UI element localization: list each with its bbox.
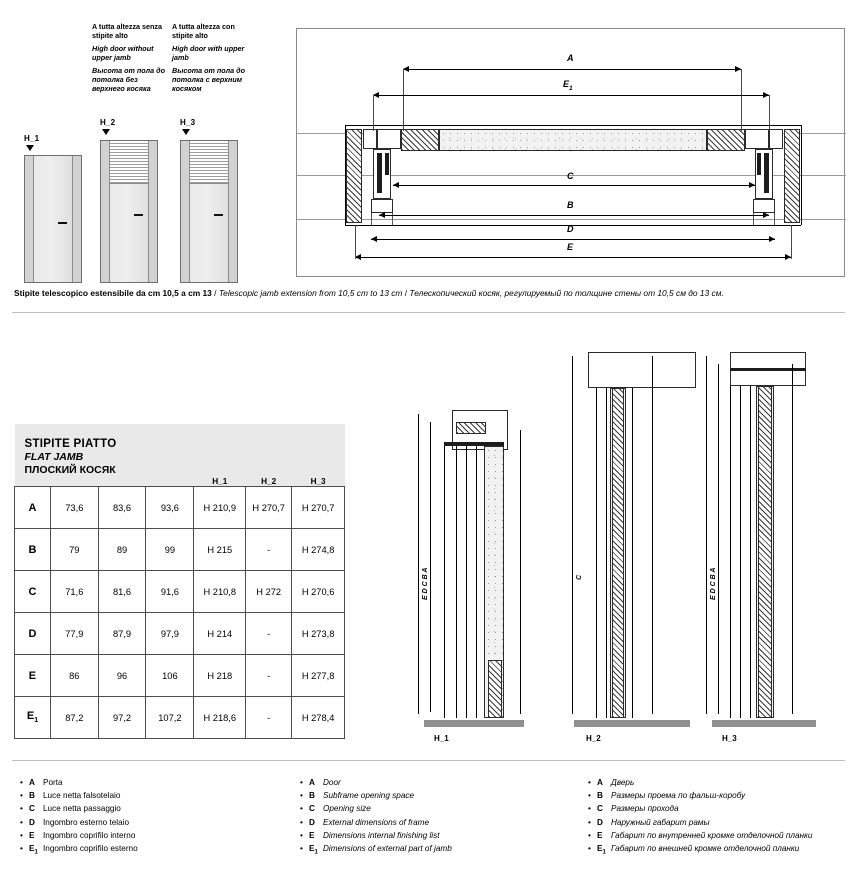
legend-key — [309, 842, 323, 860]
legend-item — [300, 776, 580, 789]
h3-wall-line-1 — [730, 386, 731, 718]
h3-wall-hatch — [758, 386, 772, 718]
door-handle-icon — [214, 214, 223, 216]
legend-text: Размеры прохода — [611, 804, 679, 814]
row-key: A — [15, 487, 51, 529]
row-v2: 81,6 — [98, 571, 146, 613]
bullet-icon: • — [300, 778, 303, 787]
door-handle-icon — [134, 214, 143, 216]
dim-arrow-B-right-icon — [763, 212, 769, 218]
spec-col-h1: H_1 — [194, 424, 246, 487]
jamb-seal-left — [377, 153, 382, 193]
h2-wall-hatch — [612, 388, 624, 718]
row-key-letter: E — [26, 710, 35, 723]
legend-item — [300, 789, 580, 802]
vertical-sections-drawing — [400, 330, 845, 750]
jamb-anchor-right-b — [774, 213, 775, 225]
legend-item — [588, 776, 857, 789]
variant-2-caption — [92, 22, 170, 93]
bullet-icon: • — [20, 844, 23, 854]
legend-key: B — [597, 791, 603, 801]
ext-line-A-left — [403, 69, 404, 131]
jamb-detail-right-1 — [769, 129, 783, 149]
h2-wall-line-1 — [596, 388, 597, 718]
variant-1-label: H_1 — [24, 134, 40, 143]
door-handle-icon — [58, 222, 67, 224]
table-row — [15, 487, 345, 529]
row-h3: H 270,6 — [292, 571, 345, 613]
legend-text: Dimensions internal finishing list — [323, 830, 440, 840]
dim-line-D — [371, 239, 775, 240]
door-jamb-left — [181, 141, 190, 282]
legend-item — [588, 802, 857, 815]
legend-key: C — [309, 804, 315, 814]
legend-key-sub: 1 — [34, 849, 38, 856]
legend-key: D — [597, 817, 603, 827]
h3-dim-line-outer — [706, 356, 707, 714]
legend-key: B — [309, 791, 315, 801]
caption-en: Telescopic jamb extension from 10,5 cm to 13 cm — [218, 288, 403, 298]
h2-wall-line-2 — [606, 388, 607, 718]
h1-wall-line-3 — [466, 446, 467, 718]
dim-label-E1 — [563, 79, 573, 92]
legend-key-letter: E — [597, 844, 603, 854]
legend-item — [20, 816, 280, 829]
legend-text: Ingombro coprifilo interno — [43, 830, 136, 840]
row-v3: 97,9 — [146, 613, 194, 655]
door-figure-h1 — [24, 155, 82, 283]
dim-label-A: A — [567, 53, 574, 63]
legend-item — [300, 816, 580, 829]
h1-section-label: H_1 — [434, 734, 449, 743]
jamb-detail-left-2 — [377, 129, 401, 149]
h1-vertical-marks: E D C B A — [422, 567, 429, 600]
jamb-anchor-left-a — [371, 213, 372, 225]
bullet-icon: • — [20, 817, 23, 827]
row-v1: 77,9 — [50, 613, 98, 655]
h3-dim-line-mid — [718, 364, 719, 714]
row-v2: 83,6 — [98, 487, 146, 529]
legend-key: E — [309, 830, 315, 840]
row-v1: 86 — [50, 655, 98, 697]
frame-top-edge — [345, 125, 801, 126]
door-jamb-right — [228, 141, 237, 282]
row-h1: H 210,9 — [194, 487, 246, 529]
h1-dim-line-outer — [418, 414, 419, 714]
row-key: D — [15, 613, 51, 655]
dim-line-E1 — [373, 95, 769, 96]
legend-italian — [20, 776, 280, 860]
dim-line-C — [393, 185, 755, 186]
ext-line-A-right — [741, 69, 742, 131]
legend-text: Ingombro esterno telaio — [43, 817, 130, 827]
bullet-icon: • — [300, 817, 303, 827]
spec-table-title — [15, 428, 194, 483]
row-v2: 97,2 — [98, 697, 146, 739]
bullet-icon: • — [588, 778, 591, 787]
legend-item — [300, 842, 580, 860]
dim-arrow-C-right-icon — [749, 182, 755, 188]
variant-3-caption-en: High door with upper jamb — [172, 44, 245, 62]
row-h2: H 270,7 — [246, 487, 292, 529]
variant-3-caption-ru: Высота от пола до потолка с верхним косяком — [172, 66, 245, 93]
legend-text: Luce netta passaggio — [43, 804, 121, 814]
row-h2: - — [246, 529, 292, 571]
row-v3: 91,6 — [146, 571, 194, 613]
dim-arrow-D-right-icon — [769, 236, 775, 242]
ext-line-E1-left — [373, 95, 374, 131]
legend-key: B — [29, 791, 35, 801]
h3-dim-line-right — [792, 364, 793, 714]
ref-line-bottom — [297, 219, 846, 220]
dim-line-E — [355, 257, 791, 258]
row-h2: - — [246, 613, 292, 655]
legend-russian — [588, 776, 857, 860]
bullet-icon: • — [588, 830, 591, 840]
table-row — [15, 571, 345, 613]
bullet-icon: • — [588, 791, 591, 801]
dim-label-E1-sub: 1 — [569, 84, 573, 92]
legend-text: Luce netta falsotelaio — [43, 791, 121, 801]
h2-head-box — [588, 352, 696, 388]
wall-hatch-right — [784, 129, 800, 223]
plan-section-drawing — [296, 28, 845, 277]
legend-item — [300, 802, 580, 815]
caption-it: Stipite telescopico estensibile da cm 10,5 a cm 13 — [14, 288, 212, 298]
variant-1-arrow-icon — [26, 145, 34, 151]
legend-text: Габарит по внешней кромке отделочной планки — [611, 844, 800, 854]
legend-text: Subframe opening space — [323, 791, 415, 801]
table-row — [15, 529, 345, 571]
row-h3: H 273,8 — [292, 613, 345, 655]
h3-vertical-marks: E D C B A — [710, 567, 717, 600]
bullet-icon: • — [300, 791, 303, 801]
h2-wall-line-3 — [632, 388, 633, 718]
door-jamb-left — [25, 156, 34, 282]
jamb-seal-right — [764, 153, 769, 193]
row-key — [15, 697, 51, 739]
dim-line-A — [403, 69, 741, 70]
variant-2-caption-ru: Высота от пола до потолка без верхнего косяка — [92, 66, 165, 93]
jamb-foot-left — [371, 199, 393, 213]
legend-key: E — [597, 830, 603, 840]
row-h2: - — [246, 655, 292, 697]
legend-key: A — [29, 778, 35, 787]
row-key: E — [15, 655, 51, 697]
bullet-icon: • — [588, 804, 591, 814]
h2-vertical-marks: C — [576, 574, 583, 580]
legend-item — [588, 816, 857, 829]
row-v3: 93,6 — [146, 487, 194, 529]
legend-key: D — [29, 817, 35, 827]
row-v1: 79 — [50, 529, 98, 571]
legend-key-sub: 1 — [314, 849, 318, 856]
spec-table-body — [15, 487, 345, 739]
row-v2: 96 — [98, 655, 146, 697]
variant-2-arrow-icon — [102, 129, 110, 135]
bullet-icon: • — [300, 830, 303, 840]
h3-floor — [712, 720, 816, 727]
h3-wall-line-3 — [750, 386, 751, 718]
h1-dim-line-mid — [430, 422, 431, 712]
divider-top — [12, 312, 845, 313]
legend-item — [588, 789, 857, 802]
spec-title-ru: ПЛОСКИЙ КОСЯК — [24, 463, 116, 476]
variant-2-caption-en: High door without upper jamb — [92, 44, 154, 62]
legend-text: Наружный габарит рамы — [611, 817, 710, 827]
row-v2: 89 — [98, 529, 146, 571]
door-variants-panel — [12, 14, 280, 279]
ext-line-E-left — [355, 225, 356, 259]
legend-item — [20, 776, 280, 789]
row-v3: 99 — [146, 529, 194, 571]
row-v1: 87,2 — [50, 697, 98, 739]
bullet-icon: • — [20, 830, 23, 840]
row-h1: H 218 — [194, 655, 246, 697]
table-row — [15, 697, 345, 739]
h1-wall-line-4 — [476, 446, 477, 718]
row-key: C — [15, 571, 51, 613]
legend-item — [20, 842, 280, 860]
telescopic-jamb-caption — [14, 288, 844, 299]
row-h1: H 210,8 — [194, 571, 246, 613]
row-h3: H 278,4 — [292, 697, 345, 739]
ext-line-E-right — [791, 225, 792, 259]
legend-item — [20, 802, 280, 815]
legend-key: D — [309, 817, 315, 827]
jamb-detail-right-2 — [745, 129, 769, 149]
row-v1: 71,6 — [50, 571, 98, 613]
variant-2-caption-it: A tutta altezza senza stipite alto — [92, 22, 163, 40]
legend-text: Габарит по внутренней кромке отделочной планки — [611, 830, 813, 840]
row-h2: - — [246, 697, 292, 739]
variant-3-arrow-icon — [182, 129, 190, 135]
ext-line-E1-right — [769, 95, 770, 131]
row-h3: H 274,8 — [292, 529, 345, 571]
legend-item — [20, 789, 280, 802]
h1-head-hatch — [456, 422, 486, 434]
concrete-core — [439, 129, 707, 151]
h1-wall-base-hatch — [488, 660, 502, 718]
caption-sep-1: / — [214, 288, 219, 298]
bullet-icon: • — [20, 791, 23, 801]
h1-dim-line-right — [520, 430, 521, 714]
legend-key — [29, 842, 43, 860]
wall-hatch-right-inner — [707, 129, 745, 151]
legend-item — [588, 842, 857, 860]
h2-section-label: H_2 — [586, 734, 601, 743]
legend-key-letter: E — [309, 844, 315, 854]
jamb-stop-right — [757, 153, 761, 175]
dim-label-E: E — [567, 242, 574, 252]
bullet-icon: • — [300, 844, 303, 854]
table-row — [15, 613, 345, 655]
spec-title-en: FLAT JAMB — [24, 450, 84, 463]
legend-key: A — [597, 778, 603, 787]
legend-key: E — [29, 830, 35, 840]
spec-table-header-row — [15, 424, 345, 487]
bullet-icon: • — [588, 844, 591, 854]
row-key: B — [15, 529, 51, 571]
row-h2: H 272 — [246, 571, 292, 613]
legend-text: External dimensions of frame — [323, 817, 430, 827]
spec-table-title-cell — [15, 424, 194, 487]
table-row — [15, 655, 345, 697]
legend-key-letter: E — [29, 844, 35, 854]
dim-label-B: B — [567, 200, 574, 210]
frame-right-edge — [801, 125, 802, 225]
dim-label-C: C — [567, 171, 574, 181]
wall-hatch-left-inner — [401, 129, 439, 151]
spec-col-h3: H_3 — [292, 424, 345, 487]
row-h1: H 218,6 — [194, 697, 246, 739]
variant-3-label: H_3 — [180, 118, 196, 127]
legend-key: A — [309, 778, 315, 787]
spec-title-it: STIPITE PIATTO — [24, 437, 117, 450]
row-v1: 73,6 — [50, 487, 98, 529]
variant-3-caption-it: A tutta altezza con stipite alto — [172, 22, 235, 40]
legend-text: Размеры проема по фальш-коробу — [611, 791, 746, 801]
caption-sep-2: / — [404, 288, 410, 298]
legend-key: C — [597, 804, 603, 814]
legend-text: Porta — [43, 778, 63, 787]
legend-text: Ingombro coprifilo esterno — [43, 844, 138, 854]
dim-label-D: D — [567, 224, 574, 234]
row-h1: H 215 — [194, 529, 246, 571]
jamb-detail-left-1 — [363, 129, 377, 149]
legend-text: Dimensions of external part of jamb — [323, 844, 452, 854]
bullet-icon: • — [20, 804, 23, 814]
spec-table-head — [15, 424, 345, 487]
h3-wall-line-2 — [740, 386, 741, 718]
h1-floor — [424, 720, 524, 727]
row-v2: 87,9 — [98, 613, 146, 655]
door-jamb-right — [148, 141, 157, 282]
dim-label-E1-letter: E — [563, 79, 570, 89]
divider-bottom — [12, 760, 845, 761]
door-jamb-left — [101, 141, 110, 282]
legend-item — [588, 829, 857, 842]
row-v3: 107,2 — [146, 697, 194, 739]
legend-english — [300, 776, 580, 860]
h1-wall-outer-left — [444, 446, 445, 718]
legend-item — [20, 829, 280, 842]
jamb-stop-left — [385, 153, 389, 175]
caption-ru: Телескопический косяк, регулируемый по толщине стены от 10,5 см до 13 см. — [409, 288, 724, 298]
row-h3: H 270,7 — [292, 487, 345, 529]
spec-col-h2: H_2 — [246, 424, 292, 487]
h3-section-label: H_3 — [722, 734, 737, 743]
h2-dim-line-left — [572, 356, 573, 714]
legend-text: Door — [323, 778, 341, 787]
jamb-foot-right — [753, 199, 775, 213]
bullet-icon: • — [20, 778, 23, 787]
h2-floor — [574, 720, 690, 727]
legend-key — [597, 842, 611, 860]
dim-arrow-B-left-icon — [379, 212, 385, 218]
legend-text: Дверь — [611, 778, 635, 787]
door-figure-h3 — [180, 140, 238, 283]
spec-table — [14, 424, 345, 739]
door-jamb-right — [72, 156, 81, 282]
h3-head-bar — [730, 368, 806, 371]
dim-line-B — [379, 215, 769, 216]
dim-arrow-C-left-icon — [393, 182, 399, 188]
row-h3: H 277,8 — [292, 655, 345, 697]
legend-key: C — [29, 804, 35, 814]
row-h1: H 214 — [194, 613, 246, 655]
variant-3-caption — [172, 22, 250, 93]
row-v3: 106 — [146, 655, 194, 697]
variant-2-label: H_2 — [100, 118, 116, 127]
dim-arrow-D-left-icon — [371, 236, 377, 242]
wall-hatch-left — [346, 129, 362, 223]
h1-wall-line-2 — [456, 446, 457, 718]
h2-dim-line-right — [652, 356, 653, 714]
legend-key-sub: 1 — [602, 849, 606, 856]
legend-item — [300, 829, 580, 842]
row-key-sub: 1 — [34, 717, 39, 725]
bullet-icon: • — [588, 817, 591, 827]
legend-text: Opening size — [323, 804, 371, 814]
spec-table-wrap — [14, 424, 345, 739]
bullet-icon: • — [300, 804, 303, 814]
door-figure-h2 — [100, 140, 158, 283]
